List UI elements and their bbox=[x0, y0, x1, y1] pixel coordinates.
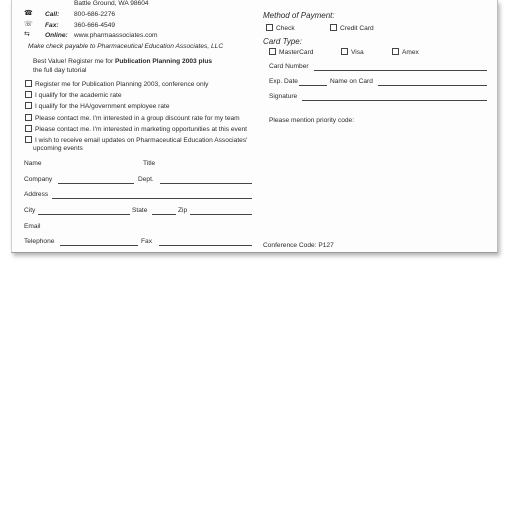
card-type-heading: Card Type: bbox=[263, 37, 302, 46]
online-icon: ⇆ bbox=[24, 31, 30, 38]
fax-field-label: Fax bbox=[141, 238, 152, 245]
card-mastercard-option[interactable] bbox=[269, 48, 313, 57]
best-value-line2: the full day tutorial bbox=[33, 67, 87, 74]
dept-field[interactable] bbox=[160, 183, 252, 184]
option-government-rate[interactable] bbox=[25, 102, 170, 111]
option-label: I qualify for the academic rate bbox=[35, 92, 122, 99]
option-label: Visa bbox=[351, 49, 364, 56]
checkbox[interactable] bbox=[341, 48, 348, 55]
option-label: I qualify for the HA/government employee rate bbox=[35, 103, 170, 110]
registration-form-card bbox=[11, 0, 498, 253]
zip-label: Zip bbox=[178, 207, 188, 214]
call-number: 800-686-2276 bbox=[74, 11, 116, 18]
telephone-label: Telephone bbox=[24, 238, 55, 245]
option-label: Register me for Publication Planning 2003, conference only bbox=[35, 81, 209, 88]
signature-label: Signature bbox=[269, 93, 298, 100]
email-label: Email bbox=[24, 223, 41, 230]
checkbox[interactable] bbox=[25, 80, 32, 87]
telephone-field[interactable] bbox=[60, 245, 138, 246]
checkbox[interactable] bbox=[266, 24, 273, 31]
dept-label: Dept. bbox=[138, 176, 154, 183]
state-label: State bbox=[132, 207, 148, 214]
option-label: Credit Card bbox=[340, 25, 374, 32]
exp-date-field[interactable] bbox=[299, 85, 327, 86]
fax-label: Fax: bbox=[45, 22, 59, 29]
option-email-updates[interactable] bbox=[25, 136, 247, 145]
card-number-label: Card Number bbox=[269, 63, 309, 70]
signature-field[interactable] bbox=[302, 100, 487, 101]
card-number-field[interactable] bbox=[314, 70, 487, 71]
phone-icon: ☎ bbox=[24, 10, 33, 17]
zip-field[interactable] bbox=[190, 214, 252, 215]
pay-credit-card-option[interactable] bbox=[330, 24, 374, 33]
option-email-updates-line2: upcoming events bbox=[33, 145, 83, 152]
fax-icon: ☏ bbox=[24, 21, 33, 28]
option-conference-only[interactable] bbox=[25, 80, 208, 89]
option-label: Please contact me. I'm interested in marketing opportunities at this event bbox=[35, 126, 248, 133]
fax-field[interactable] bbox=[159, 245, 252, 246]
option-label: Check bbox=[276, 25, 295, 32]
city-field[interactable] bbox=[38, 214, 130, 215]
option-academic-rate[interactable] bbox=[25, 91, 122, 100]
state-field[interactable] bbox=[152, 214, 176, 215]
checkbox[interactable] bbox=[392, 48, 399, 55]
best-value-lead: Best Value! bbox=[33, 58, 67, 65]
card-amex-option[interactable] bbox=[392, 48, 419, 57]
checkbox[interactable] bbox=[25, 91, 32, 98]
checkbox[interactable] bbox=[25, 136, 32, 143]
option-group-discount[interactable] bbox=[25, 114, 240, 123]
fax-number: 360-666-4549 bbox=[74, 22, 116, 29]
pay-check-option[interactable] bbox=[266, 24, 295, 33]
checkbox[interactable] bbox=[25, 125, 32, 132]
company-label: Company bbox=[24, 176, 53, 183]
name-label: Name bbox=[24, 160, 42, 167]
checkbox[interactable] bbox=[25, 102, 32, 109]
option-label: Please contact me. I'm interested in a group discount rate for my team bbox=[35, 115, 240, 122]
mailing-address: Battle Ground, WA 98604 bbox=[74, 0, 149, 7]
checkbox[interactable] bbox=[330, 24, 337, 31]
company-field[interactable] bbox=[58, 183, 134, 184]
option-label: I wish to receive email updates on Pharmaceutical Education Associates' bbox=[35, 137, 248, 144]
website-link[interactable]: www.pharmaassociates.com bbox=[74, 32, 158, 39]
conference-code: Conference Code: P127 bbox=[263, 242, 334, 249]
checkbox[interactable] bbox=[269, 48, 276, 55]
priority-code-label: Please mention priority code: bbox=[269, 117, 355, 124]
option-label: MasterCard bbox=[279, 49, 314, 56]
payable-note: Make check payable to Pharmaceutical Education Associates, LLC bbox=[28, 43, 224, 50]
option-marketing[interactable] bbox=[25, 125, 247, 134]
option-label: Amex bbox=[402, 49, 419, 56]
name-on-card-label: Name on Card bbox=[330, 78, 373, 85]
best-value-option[interactable] bbox=[33, 58, 212, 66]
checkbox[interactable] bbox=[25, 114, 32, 121]
name-on-card-field[interactable] bbox=[378, 85, 487, 86]
call-label: Call: bbox=[45, 11, 60, 18]
address-label: Address bbox=[24, 191, 49, 198]
address-field[interactable] bbox=[52, 198, 252, 199]
title-label: Title bbox=[143, 160, 156, 167]
best-value-bold: Publication Planning 2003 plus bbox=[114, 58, 213, 65]
payment-heading: Method of Payment: bbox=[263, 11, 335, 20]
best-value-text: Register me for bbox=[66, 58, 115, 65]
city-label: City bbox=[24, 207, 36, 214]
card-visa-option[interactable] bbox=[341, 48, 364, 57]
online-label: Online: bbox=[45, 32, 68, 39]
exp-date-label: Exp. Date bbox=[269, 78, 298, 85]
